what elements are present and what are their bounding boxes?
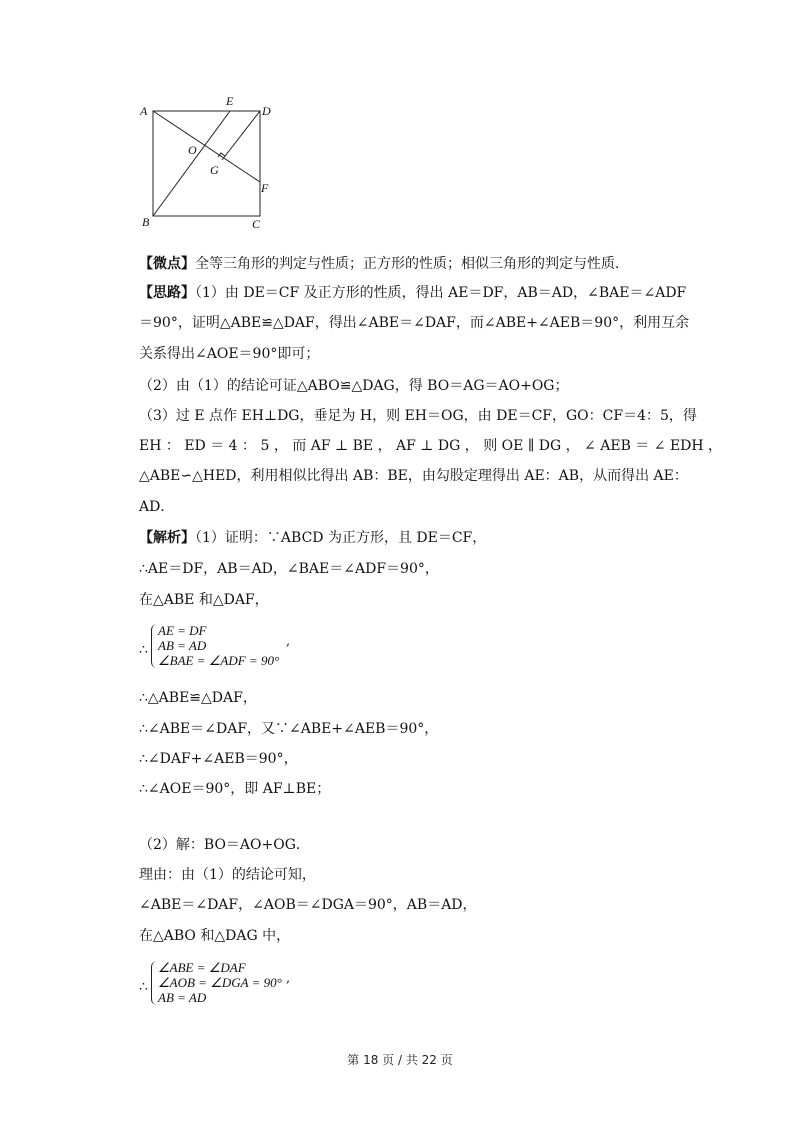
label-a: A [140,104,148,118]
square-diagram [132,92,282,232]
approach-line-8: AD． [139,499,175,515]
approach-line-5: （3）过 E 点作 EH⊥DG，垂足为 H，则 EH＝OG，由 DE＝CF，GO：CF＝4：5，得 [139,408,697,424]
equation-system-2 [139,961,339,1007]
system-row: AB = AD [158,990,207,1005]
system-comma: , [286,971,291,986]
solution-line-1 [139,528,486,548]
label-g: G [210,163,219,177]
segment-dg [222,111,260,160]
approach-line-3: 关系得出∠AOE＝90°即可； [139,346,320,362]
system-row: AB = AD [158,638,207,653]
label-c: C [252,217,261,231]
approach-line-1 [139,283,686,303]
micro-point-tag: 【微点】 [139,256,195,272]
approach-line-6: EH ： ED ＝ 4 ： 5 ， 而 AF ⊥ BE ， AF ⊥ DG ， 则 OE ∥ DG ， ∠ AEB ＝ ∠ EDH ， [139,438,723,454]
solution-line-4: ∴△ABE≌△DAF， [139,690,257,706]
label-d: D [262,104,271,118]
approach-tag: 【思路】 [139,285,195,301]
solution-line-2: ∴AE＝DF，AB＝AD，∠BAE＝∠ADF＝90°， [139,561,439,577]
part2-line-1: （2）解：BO＝AO+OG． [139,837,310,853]
system-row: AE = DF [158,623,207,638]
approach-line-2: ＝90°，证明△ABE≌△DAF，得出∠ABE＝∠DAF，而∠ABE+∠AEB＝90°，利用互余 [139,315,690,331]
solution-line-7: ∴∠AOE＝90°，即 AF⊥BE； [139,781,331,797]
equation-system-1 [139,624,339,670]
approach-text-1: （1）由 DE＝CF 及正方形的性质，得出 AE＝DF，AB＝AD，∠BAE＝∠ADF [195,285,687,301]
system-row: ∠BAE = ∠ADF = 90° [158,653,280,668]
square-abcd [153,111,260,216]
system-row: ∠ABE = ∠DAF [158,960,246,975]
system-row: ∠AOB = ∠DGA = 90° [158,975,282,990]
solution-line-6: ∴∠DAF+∠AEB＝90°， [139,751,298,767]
micro-point-text: 全等三角形的判定与性质；正方形的性质；相似三角形的判定与性质． [195,256,629,272]
segment-af [153,111,260,182]
therefore-symbol: ∴ [139,979,148,995]
system-comma: , [286,634,291,649]
label-e: E [226,94,234,108]
solution-line-3: 在△ABE 和△DAF， [139,592,269,608]
therefore-symbol: ∴ [139,642,148,658]
micro-point-line [139,254,629,274]
geometry-figure [132,92,282,232]
label-f: F [261,181,269,195]
part2-line-2: 理由：由（1）的结论可知， [139,867,316,883]
label-b: B [142,215,150,229]
page-footer: 第 18 页 / 共 22 页 [347,1053,453,1067]
system-rows [158,623,279,668]
solution-text-1: （1）证明：∵ABCD 为正方形，且 DE＝CF， [195,530,487,546]
system-rows [158,960,282,1005]
approach-line-7: △ABE∽△HED，利用相似比得出 AB：BE，由勾股定理得出 AE：AB，从而得出 AE： [139,468,688,484]
solution-tag: 【解析】 [139,530,195,546]
left-brace [151,961,158,1005]
part2-line-3: ∠ABE＝∠DAF，∠AOB＝∠DGA＝90°，AB＝AD， [139,897,477,913]
solution-line-5: ∴∠ABE＝∠DAF，又∵∠ABE+∠AEB＝90°， [139,721,439,737]
approach-line-4: （2）由（1）的结论可证△ABO≌△DAG，得 BO＝AG＝AO+OG； [139,378,569,394]
part2-line-4: 在△ABO 和△DAG 中， [139,928,291,944]
left-brace [151,624,158,668]
label-o: O [188,143,197,157]
